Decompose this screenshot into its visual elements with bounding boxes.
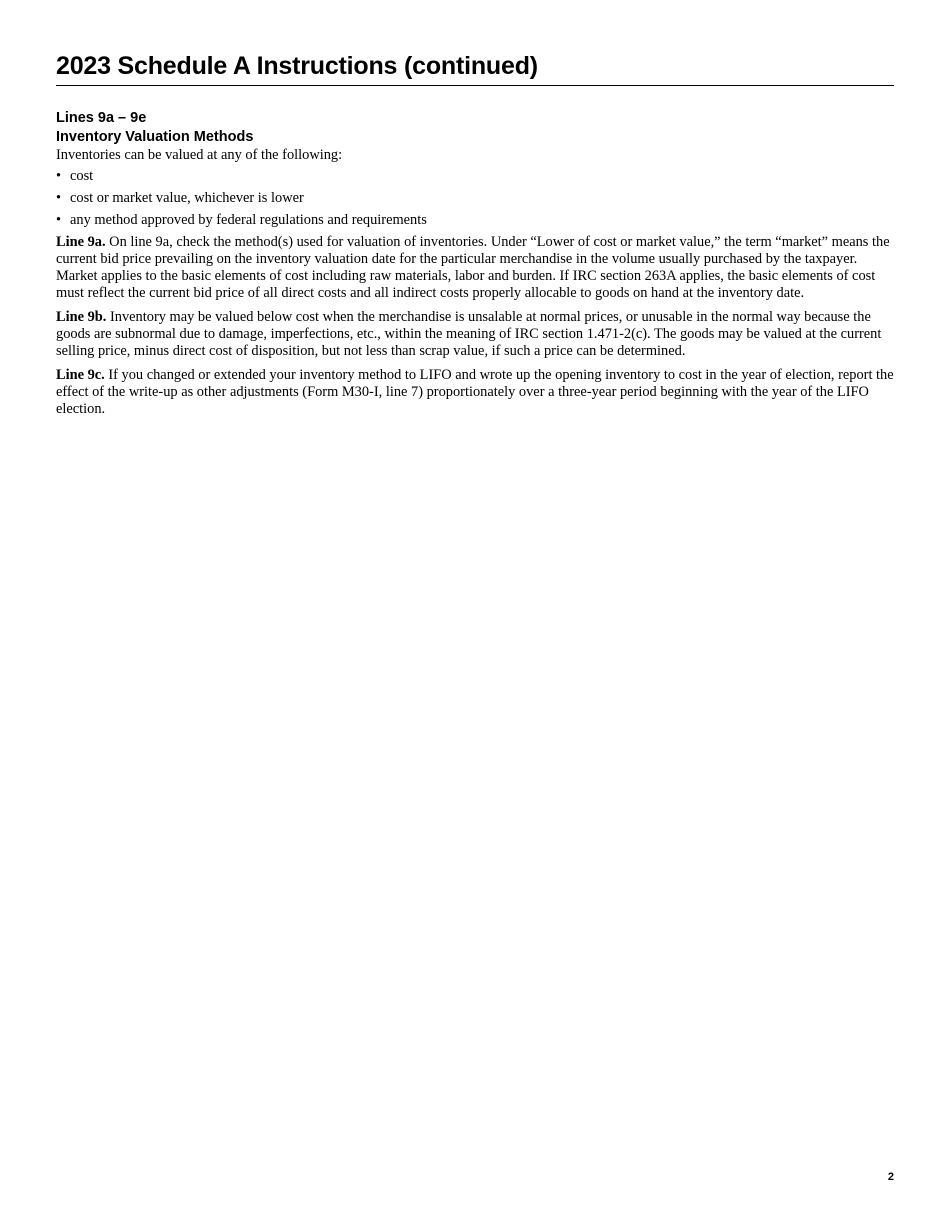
line-9a-label: Line 9a. — [56, 234, 106, 250]
inventory-section — [56, 109, 894, 418]
document-page — [56, 50, 894, 425]
bullet-icon: • — [56, 190, 62, 206]
line-9a-text: On line 9a, check the method(s) used for valuation of inventories. Under “Lower of cost or market value,” the term “market” means the current bid price prevailing on the inventory valuation date for the particular merchandise in the volume usually purchased by the taxpayer. Market applies to the basic elements of cost including raw materials, labor and burden. If IRC section 263A applies, the basic elements of cost must reflect the current bid price of all direct costs and all indirect costs properly allocable to goods on hand at the inventory date. — [56, 234, 890, 301]
line-9b-paragraph — [56, 309, 894, 360]
list-item — [56, 190, 894, 207]
section-intro: Inventories can be valued at any of the following: — [56, 147, 343, 163]
list-item — [56, 168, 894, 185]
page-number: 2 — [887, 1171, 894, 1183]
line-9b-label: Line 9b. — [56, 309, 107, 325]
bullet-icon: • — [56, 168, 62, 184]
list-item — [56, 212, 894, 229]
line-9c-paragraph — [56, 367, 894, 418]
bullet-icon: • — [56, 212, 62, 228]
line-9c-label: Line 9c. — [56, 367, 105, 383]
line-9b-text: Inventory may be valued below cost when the merchandise is unsalable at normal prices, or unusable in the normal way because the goods are subnormal due to damage, imperfections, etc., within the meaning of IRC section 1.471-2(c). The goods may be valued at the current selling price, minus direct cost of disposition, but not less than scrap value, if such a price can be determined. — [56, 309, 882, 359]
list-item-text: any method approved by federal regulations and requirements — [70, 212, 427, 228]
valuation-methods-list — [56, 168, 894, 229]
line-9a-paragraph — [56, 234, 894, 302]
line-range-heading: Lines 9a – 9e — [56, 110, 147, 126]
list-item-text: cost or market value, whichever is lower — [70, 190, 304, 206]
line-9c-text: If you changed or extended your inventory method to LIFO and wrote up the opening inventory to cost in the year of election, report the effect of the write-up as other adjustments (Form M30-I, line 7) proportionately over a three-year period beginning with the year of the LIFO election. — [56, 367, 894, 417]
section-heading: Inventory Valuation Methods — [56, 129, 254, 145]
list-item-text: cost — [70, 168, 94, 184]
page-title: 2023 Schedule A Instructions (continued) — [56, 50, 894, 86]
